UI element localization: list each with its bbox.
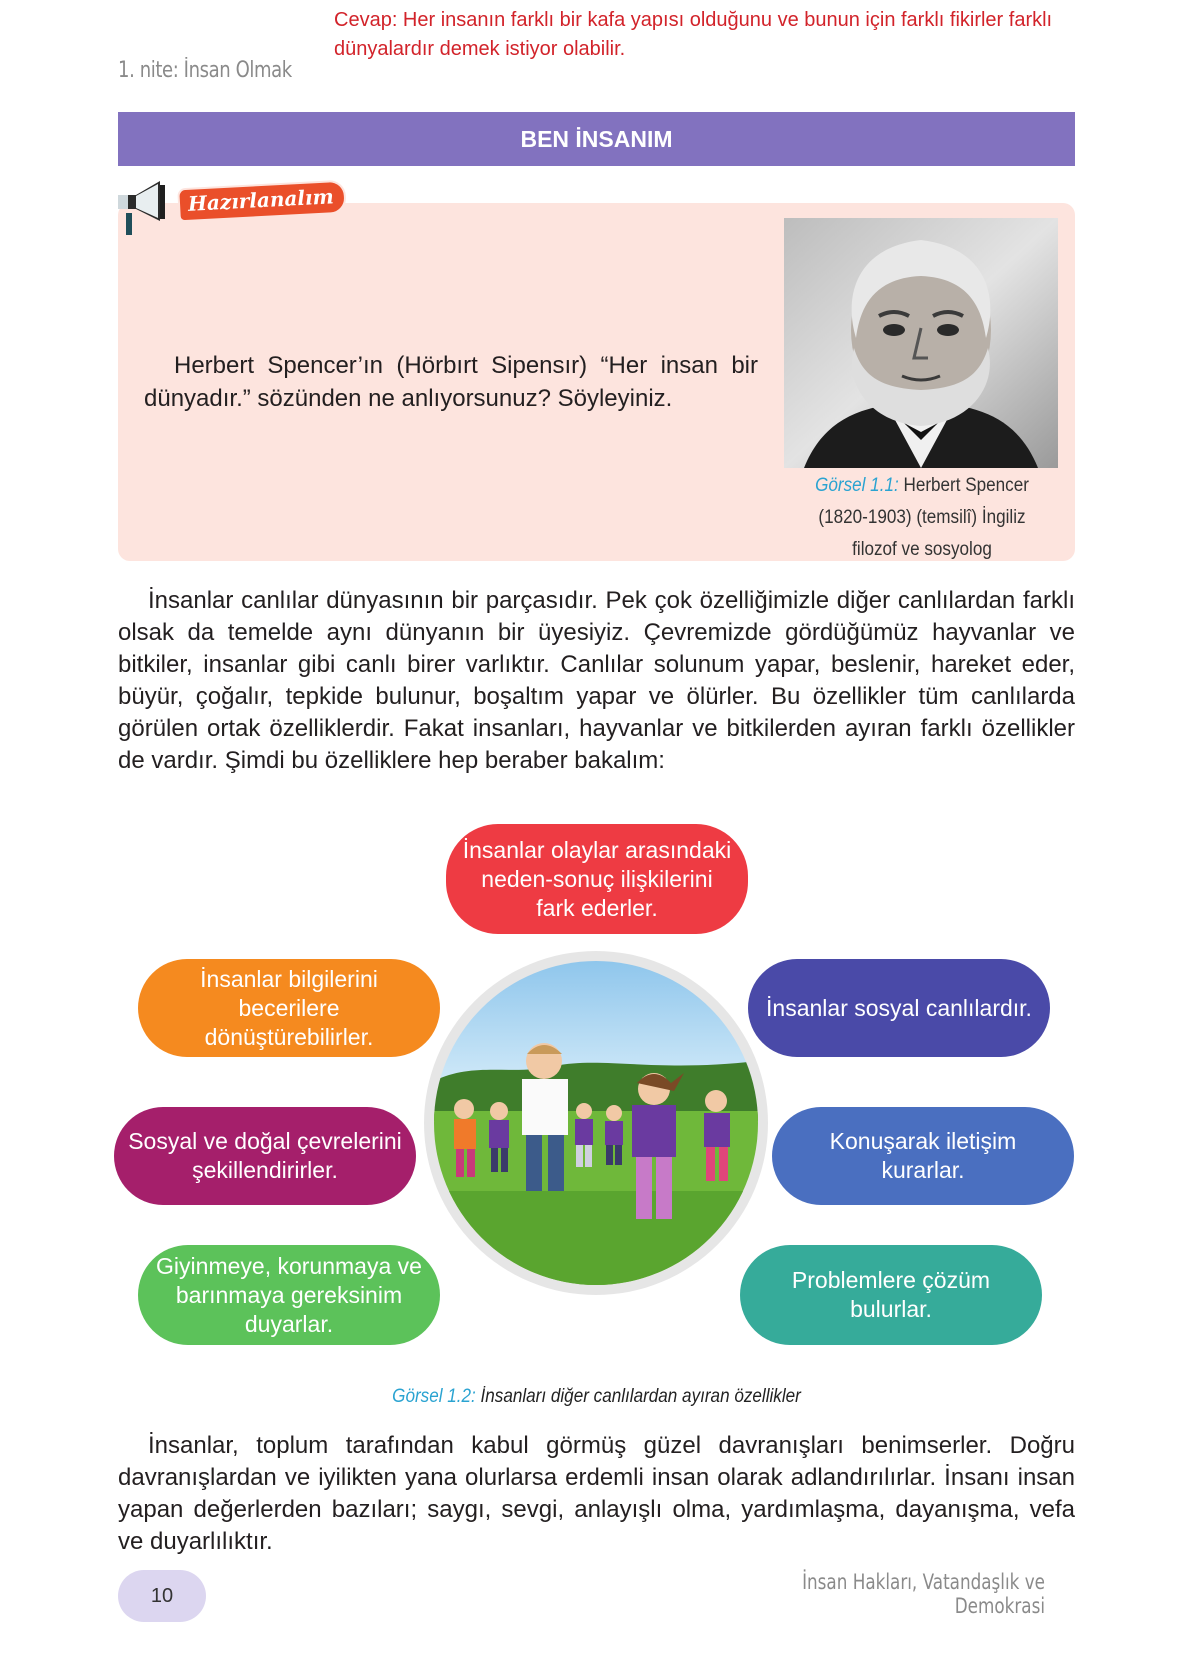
page-number-badge: [118, 1570, 206, 1622]
diagram-caption: [166, 1386, 1027, 1408]
feature-right-2: [772, 1107, 1074, 1205]
diagram-caption-text: İnsanları diğer canlılardan ayıran özellikler: [475, 1386, 801, 1407]
section-title-banner: [118, 112, 1075, 166]
prep-label: Hazırlanalım: [179, 182, 344, 221]
portrait-caption: [794, 470, 1050, 566]
feature-left-3: [138, 1245, 440, 1345]
children-photo: [434, 961, 758, 1285]
paragraph-2: İnsanlar, toplum tarafından kabul görmüş güzel davranışları benimserler. Doğru davranışlardan ve iyilikten yana olurlarsa erdemli insan olarak adlandırılırlar. İnsanı insan yapan değerlerden bazıları; saygı, sevgi, anlayışlı olma, yardımlaşma, dayanışma, vefa ve duyarlılıktır.: [118, 1432, 1075, 1555]
page-number: 10: [150, 1584, 174, 1607]
feature-right-1-text: İnsanlar sosyal canlılardır.: [766, 994, 1032, 1021]
portrait-caption-text: Herbert Spencer (1820-1903) (temsilî) İngiliz filozof ve sosyolog: [818, 475, 1029, 560]
children-photo-frame: [424, 951, 768, 1295]
footer-book-title: İnsan Hakları, Vatandaşlık ve Demokrasi: [802, 1570, 1045, 1618]
feature-left-1: [138, 959, 440, 1057]
answer-note: Cevap: Her insanın farklı bir kafa yapısı olduğunu ve bunun için farklı fikirler farklı dünyalardır demek istiyor olabilir.: [334, 9, 1053, 60]
feature-left-2-text: Sosyal ve doğal çevrelerini şekillendirirler.: [128, 1128, 402, 1183]
feature-right-2-text: Konuşarak iletişim kurarlar.: [829, 1128, 1017, 1183]
feature-left-3-text: Giyinmeye, korunmaya ve barınmaya gereksinim duyarlar.: [156, 1252, 422, 1337]
feature-right-3: [740, 1245, 1042, 1345]
section-title: BEN İNSANIM: [520, 125, 673, 152]
portrait-caption-lead: Görsel 1.1:: [815, 475, 899, 496]
feature-right-3-text: Problemlere çözüm bulurlar.: [791, 1267, 991, 1322]
diagram-caption-lead: Görsel 1.2:: [392, 1386, 476, 1407]
feature-left-1-text: İnsanlar bilgilerini becerilere dönüştürebilirler.: [200, 965, 378, 1050]
megaphone-icon: [116, 175, 180, 241]
prep-question: Herbert Spencer’ın (Hörbırt Sipensır) “Her insan bir dünyadır.” sözünden ne anlıyorsunuz? Söyleyiniz.: [144, 352, 758, 412]
unit-header: 1. nite: İnsan Olmak: [118, 58, 292, 83]
spencer-portrait: [784, 218, 1058, 468]
feature-top-text: İnsanlar olaylar arasındaki neden-sonuç ilişkilerini fark ederler.: [462, 836, 732, 921]
children-running-drawing: [434, 961, 758, 1285]
paragraph-1: İnsanlar canlılar dünyasının bir parçasıdır. Pek çok özelliğimizle diğer canlılardan farklı olsak da temelde aynı dünyanın bir üyesiyiz. Çevremizde gördüğümüz hayvanlar ve bitkiler, insanlar gibi canlı birer varlıktır. Canlılar solunum yapar, beslenir, hareket eder, büyür, çoğalır, tepkide bulunur, boşaltım yapar ve ölürler. Bu özellikler tüm canlılarda görülen ortak özelliklerdir. Fakat insanları, hayvanlar ve bitkilerden ayıran farklı özellikler de vardır. Şimdi bu özelliklere hep beraber bakalım:: [118, 587, 1075, 774]
feature-top: [446, 824, 748, 934]
feature-right-1: [748, 959, 1050, 1057]
prep-label-group: [116, 175, 344, 241]
feature-left-2: [114, 1107, 416, 1205]
spencer-portrait-drawing: [784, 218, 1058, 468]
